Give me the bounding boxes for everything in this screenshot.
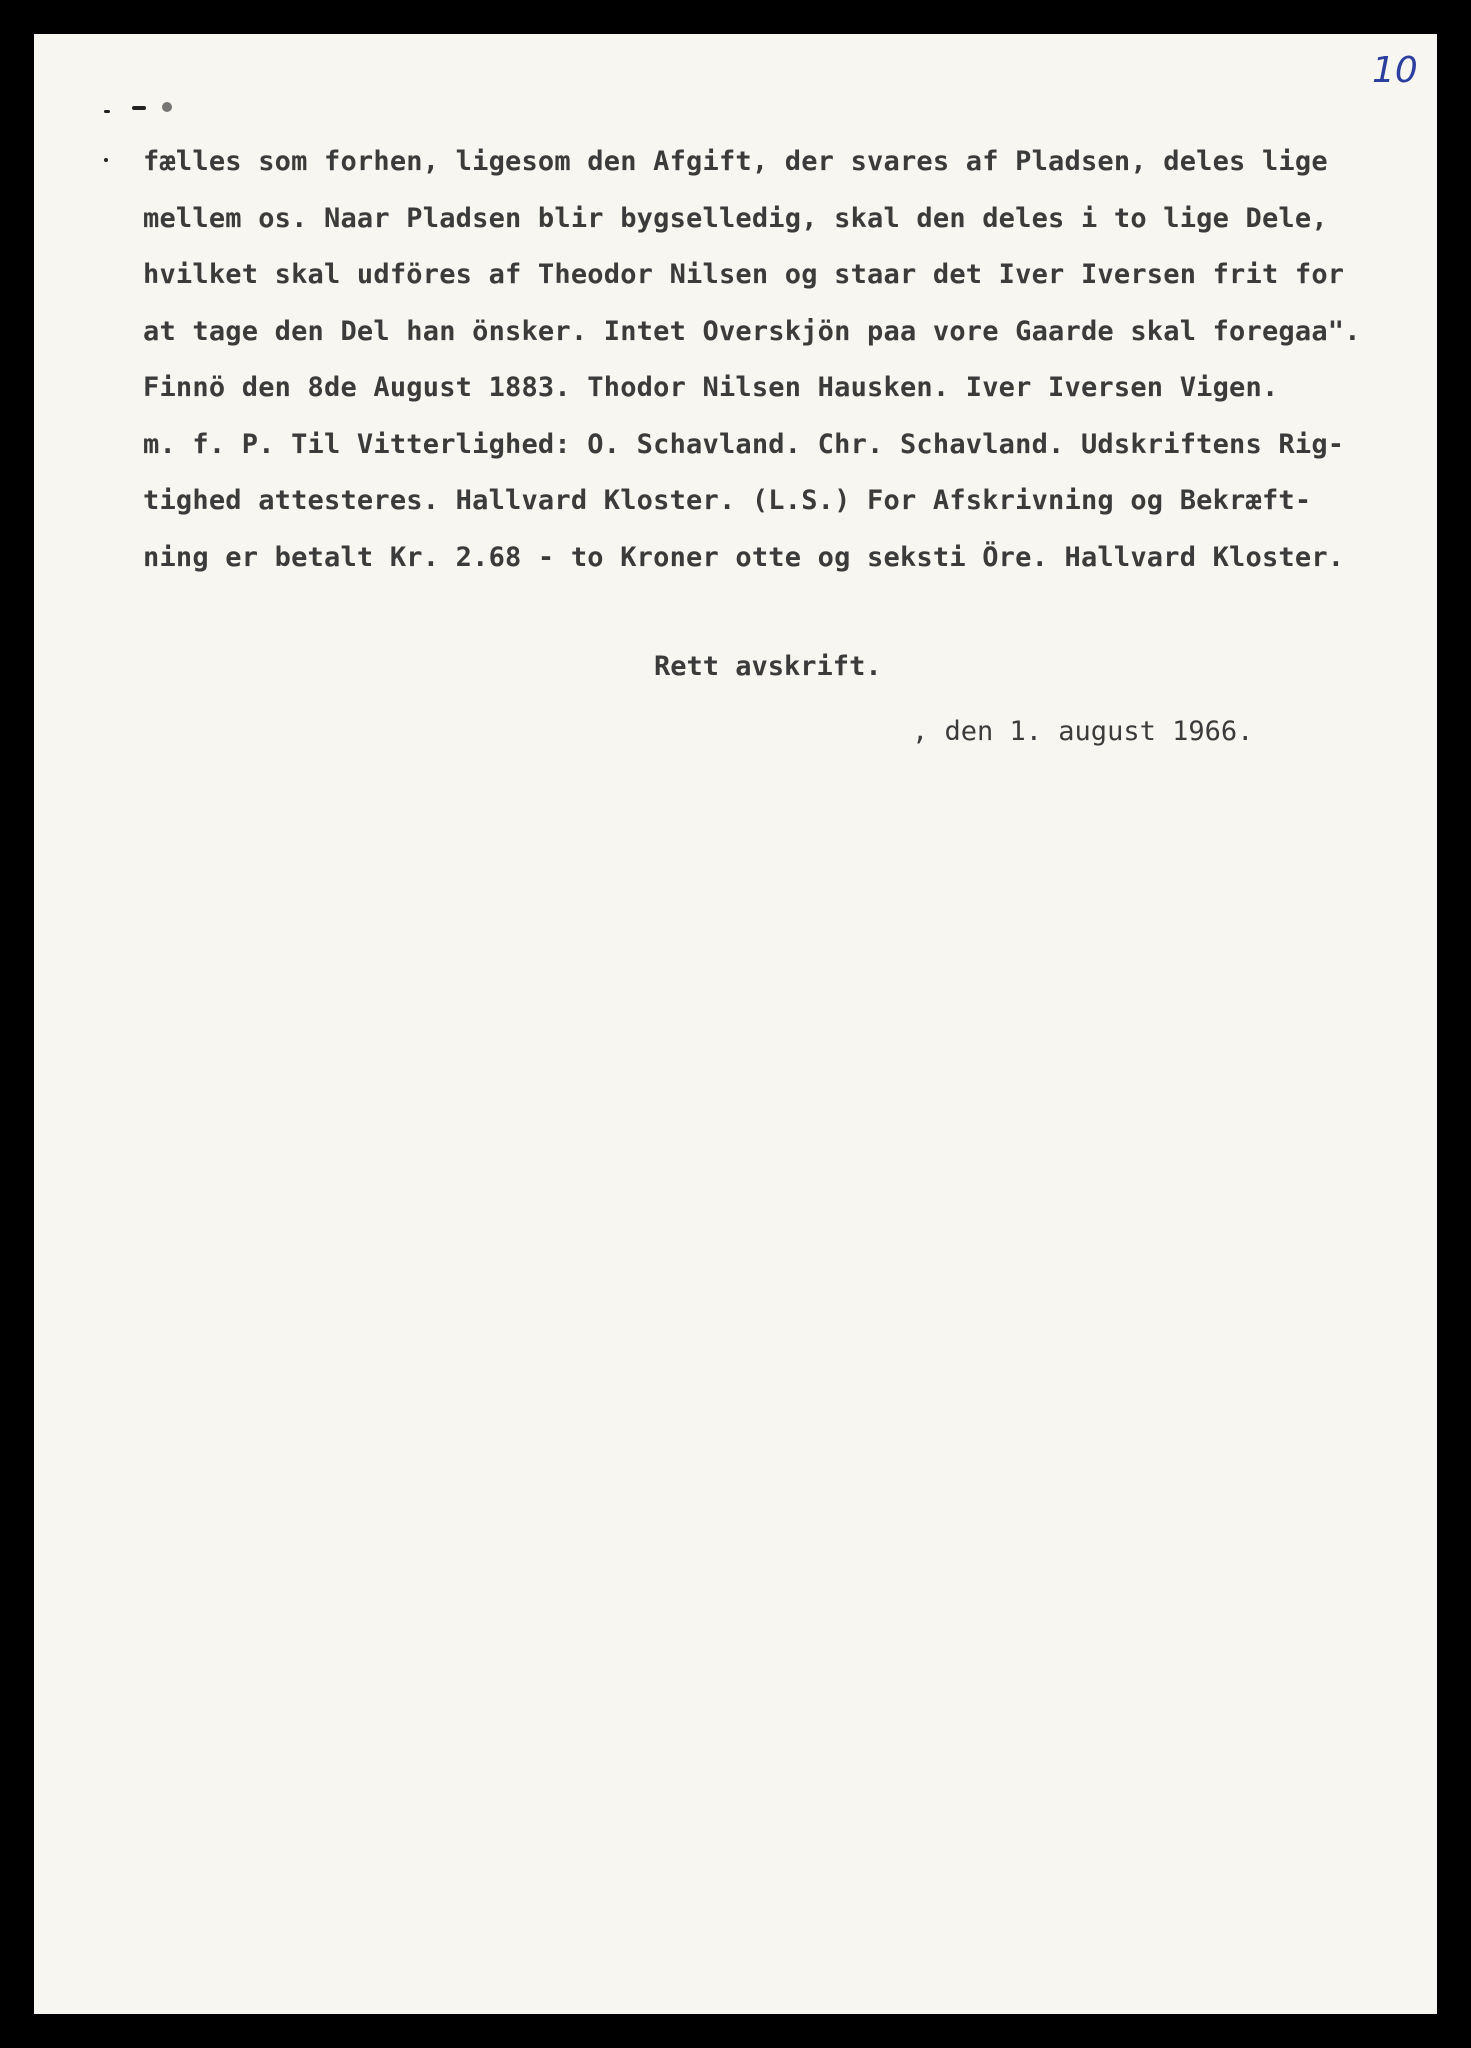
- margin-mark: [162, 102, 172, 112]
- text-line: ning er betalt Kr. 2.68 - to Kroner otte og seksti Öre. Hallvard Kloster.: [143, 541, 1345, 573]
- margin-mark: [132, 106, 146, 110]
- text-line: m. f. P. Til Vitterlighed: O. Schavland. Chr. Schavland. Udskriftens Rig-: [143, 428, 1345, 460]
- text-line: at tage den Del han önsker. Intet Overskjön paa vore Gaarde skal foregaa".: [143, 315, 1361, 347]
- text-line: mellem os. Naar Pladsen blir bygselledig, skal den deles i to lige Dele,: [143, 202, 1328, 234]
- text-line: tighed attesteres. Hallvard Kloster. (L.S.) For Afskrivning og Bekræft-: [143, 485, 1312, 516]
- text-line: Finnö den 8de August 1883. Thodor Nilsen Hausken. Iver Iversen Vigen.: [143, 372, 1279, 403]
- body-text: [143, 134, 1413, 586]
- text-line: hvilket skal udföres af Theodor Nilsen og staar det Iver Iversen frit for: [143, 259, 1345, 290]
- document-page: [34, 34, 1437, 2014]
- page-number: 10: [1372, 50, 1418, 91]
- text-line: fælles som forhen, ligesom den Afgift, der svares af Pladsen, deles lige: [143, 146, 1328, 177]
- margin-mark: [104, 158, 108, 162]
- margin-mark: [104, 110, 110, 113]
- date-line: , den 1. august 1966.: [912, 716, 1254, 747]
- closing-text: Rett avskrift.: [654, 651, 882, 682]
